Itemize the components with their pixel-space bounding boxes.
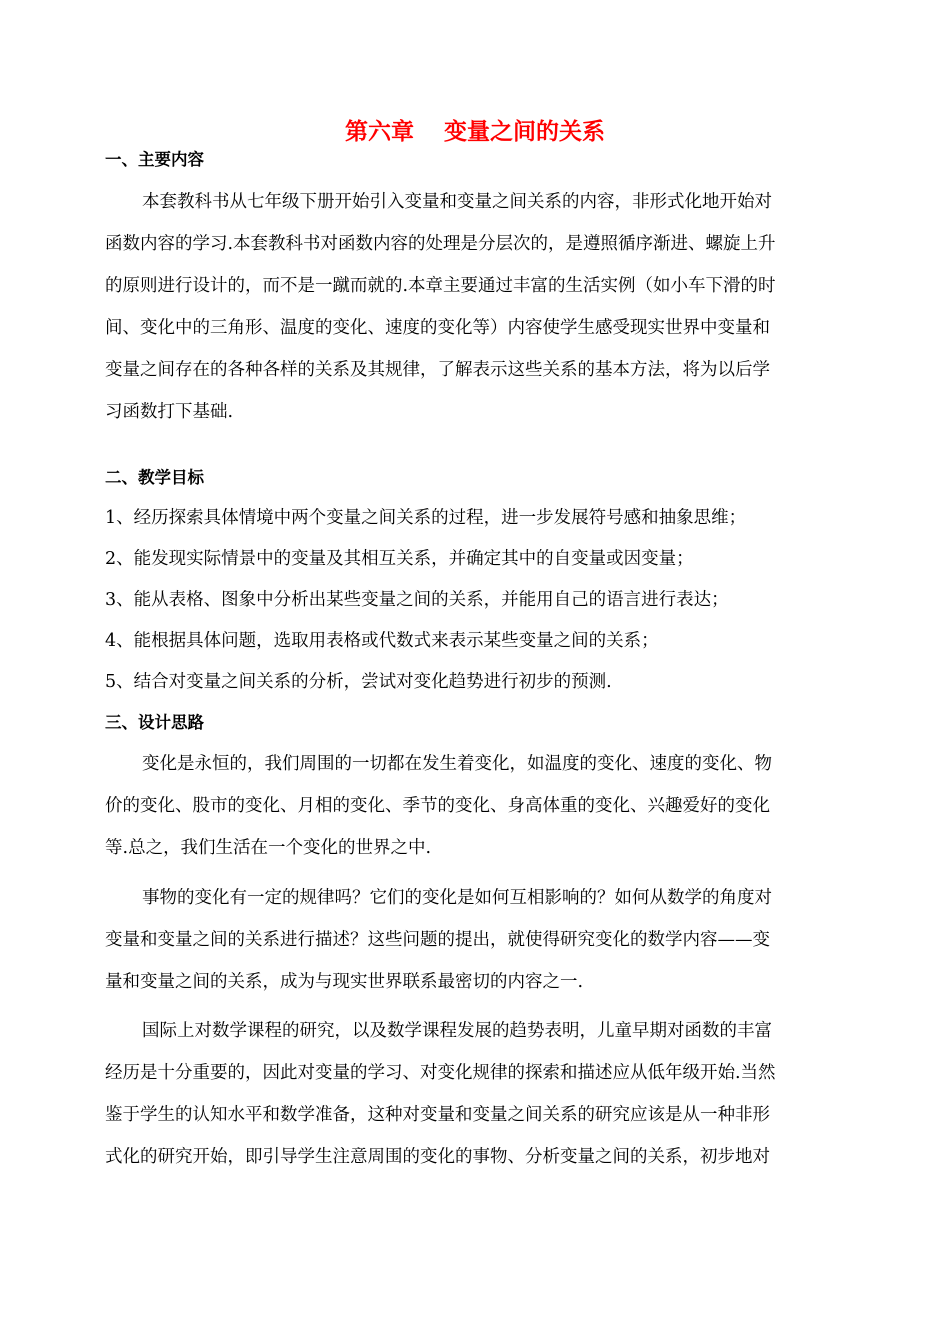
chapter-number: 第六章: [345, 119, 414, 145]
paragraph-line: 国际上对数学课程的研究，以及数学课程发展的趋势表明，儿童早期对函数的丰富: [142, 1021, 772, 1041]
section-heading-teaching-goals: 二、教学目标: [105, 468, 204, 487]
paragraph-line: 变量和变量之间的关系进行描述？这些问题的提出，就使得研究变化的数学内容——变: [105, 930, 770, 950]
paragraph-line: 函数内容的学习.本套教科书对函数内容的处理是分层次的，是遵照循序渐进、螺旋上升: [105, 234, 776, 254]
paragraph-line: 价的变化、股市的变化、月相的变化、季节的变化、身高体重的变化、兴趣爱好的变化: [105, 796, 770, 816]
goal-item: 1、经历探索具体情境中两个变量之间关系的过程，进一步发展符号感和抽象思维；: [105, 508, 747, 528]
paragraph-line: 变化是永恒的，我们周围的一切都在发生着变化，如温度的变化、速度的变化、物: [142, 754, 772, 774]
paragraph-design-2: [105, 877, 847, 1003]
chapter-title: [0, 112, 950, 152]
paragraph-design-1: [105, 743, 847, 869]
paragraph-line: 量和变量之间的关系，成为与现实世界联系最密切的内容之一.: [105, 972, 584, 992]
paragraph-line: 间、变化中的三角形、温度的变化、速度的变化等）内容使学生感受现实世界中变量和: [105, 318, 770, 338]
paragraph-line: 习函数打下基础.: [105, 402, 234, 422]
section-heading-main-content: 一、主要内容: [105, 150, 204, 169]
paragraph-line: 等.总之，我们生活在一个变化的世界之中.: [105, 838, 432, 858]
paragraph-line: 经历是十分重要的，因此对变量的学习、对变化规律的探索和描述应从低年级开始.当然: [105, 1063, 776, 1083]
goal-item: 5、结合对变量之间关系的分析，尝试对变化趋势进行初步的预测.: [105, 672, 612, 692]
paragraph-line: 本套教科书从七年级下册开始引入变量和变量之间关系的内容，非形式化地开始对: [142, 192, 772, 212]
paragraph-line: 事物的变化有一定的规律吗？它们的变化是如何互相影响的？如何从数学的角度对: [142, 888, 772, 908]
goal-item: 3、能从表格、图象中分析出某些变量之间的关系，并能用自己的语言进行表达；: [105, 590, 729, 610]
paragraph-line: 变量之间存在的各种各样的关系及其规律，了解表示这些关系的基本方法，将为以后学: [105, 360, 770, 380]
chapter-name: 变量之间的关系: [444, 119, 605, 145]
paragraph-line: 式化的研究开始，即引导学生注意周围的变化的事物、分析变量之间的关系，初步地对: [105, 1147, 770, 1167]
paragraph-main-content: [105, 181, 847, 433]
goal-item: 2、能发现实际情景中的变量及其相互关系，并确定其中的自变量或因变量；: [105, 549, 694, 569]
paragraph-design-3: [105, 1010, 847, 1178]
section-heading-design-ideas: 三、设计思路: [105, 713, 204, 732]
paragraph-line: 的原则进行设计的，而不是一蹴而就的.本章主要通过丰富的生活实例（如小车下滑的时: [105, 276, 776, 296]
paragraph-line: 鉴于学生的认知水平和数学准备，这种对变量和变量之间关系的研究应该是从一种非形: [105, 1105, 770, 1125]
goal-item: 4、能根据具体问题，选取用表格或代数式来表示某些变量之间的关系；: [105, 631, 659, 651]
